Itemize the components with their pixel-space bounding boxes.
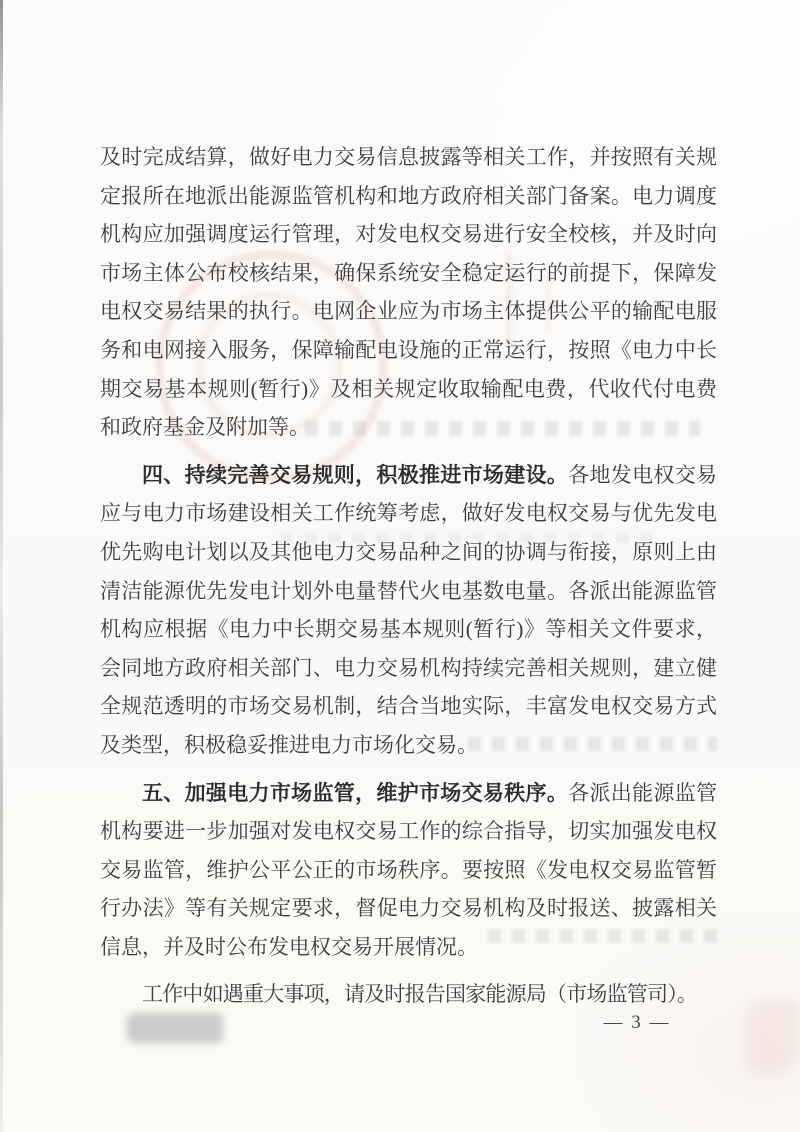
section-heading: 四、持续完善交易规则，积极推进市场建设。 [142,462,569,487]
paragraph [100,138,717,447]
body-text: 各派出能源监管机构要进一步加强对发电权交易工作的综合指导，切实加强发电权交易监管，维护公平公正的市场秩序。要按照《发电权交易监管暂行办法》等有关规定要求，督促电力交易机构及时报送、披露相关信息，并及时公布发电权交易开展情况。 [100,780,718,959]
document-body [100,138,717,1014]
body-text: 及时完成结算，做好电力交易信息披露等相关工作，并按照有关规定报所在地派出能源监管机构和地方政府相关部门备案。电力调度机构应加强调度运行管理，对发电权交易进行安全校核，并及时向市场主体公布校核结果，确保系统安全稳定运行的前提下，保障发电权交易结果的执行。电网企业应为市场主体提供公平的输配电服务和电网接入服务，保障输配电设施的正常运行，按照《电力中长期交易基本规则(暂行)》及相关规定收取输配电费，代收代付电费和政府基金及附加等。 [100,145,717,440]
paragraph [100,774,717,967]
bleed-through-artifact [127,1013,223,1043]
page-number: — 3 — [603,1012,671,1033]
scan-edge-artifact [0,0,3,1132]
body-text: 工作中如遇重大事项，请及时报告国家能源局（市场监管司）。 [142,982,698,1007]
paragraph [100,456,717,765]
body-text: 各地发电权交易应与电力市场建设相关工作统筹考虑，做好发电权交易与优先发电优先购电计划以及其他电力交易品种之间的协调与衔接，原则上由清洁能源优先发电计划外电量替代火电基数电量。各派出能源监管机构应根据《电力中长期交易基本规则(暂行)》等相关文件要求，会同地方政府相关部门、电力交易机构持续完善相关规则，建立健全规范透明的市场交易机制，结合当地实际，丰富发电权交易方式及类型，积极稳妥推进电力市场化交易。 [100,462,718,757]
bleed-through-artifact [744,1000,800,1076]
section-heading: 五、加强电力市场监管，维护市场交易秩序。 [142,780,569,805]
paragraph [100,975,717,1014]
